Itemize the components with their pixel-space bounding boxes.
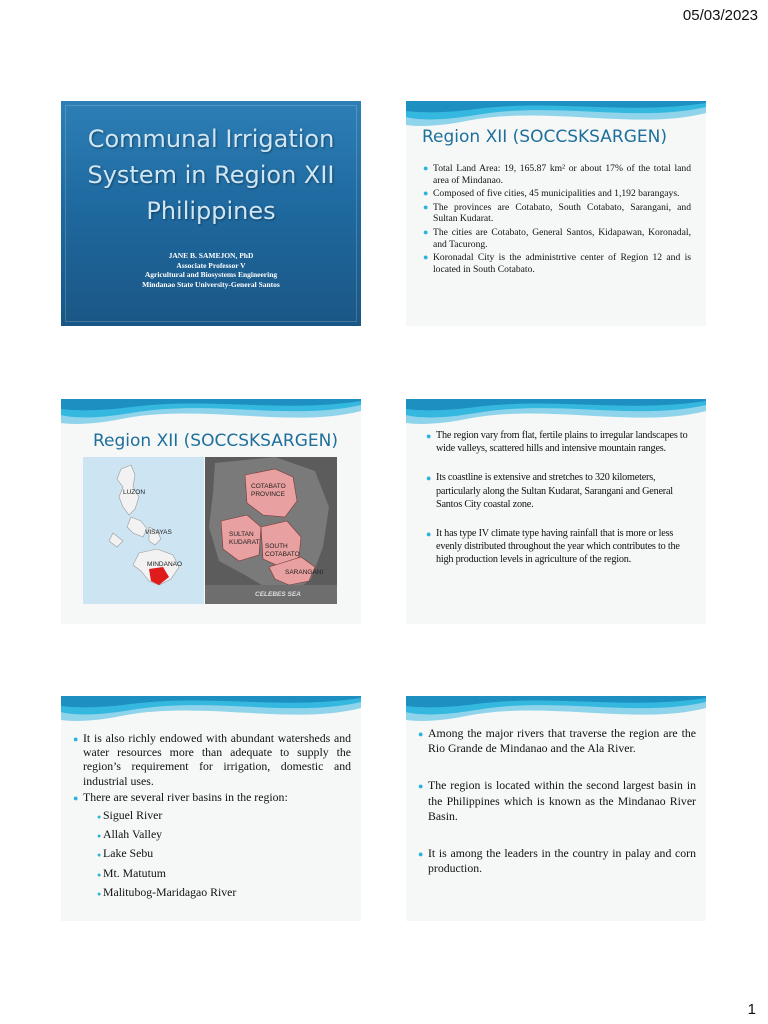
map-label: SARANGANI: [285, 569, 324, 576]
page-number: 1: [747, 1001, 756, 1018]
slide-rivers-production: [406, 696, 706, 921]
author-name: JANE B. SAMEJON, PhD: [168, 251, 254, 260]
bullet-list: [423, 163, 691, 277]
bullet-icon: ●: [423, 226, 429, 237]
map-label: CELEBES SEA: [255, 591, 301, 598]
bullet-list: [73, 731, 351, 904]
region-xii-map-graphic: [205, 457, 337, 604]
list-item: ● The cities are Cotabato, General Santos, Kidapawan, Koronadal, and Tacurong.: [423, 226, 691, 250]
list-item: ● Mt. Matutum: [97, 866, 351, 880]
slide-water-resources: [61, 696, 361, 921]
author-block: [71, 251, 351, 289]
header-date: 05/03/2023: [682, 7, 758, 24]
list-item: ● Among the major rivers that traverse the region are the Rio Grande de Mindanao and the Ala River.: [418, 726, 696, 756]
slide-title: [61, 101, 361, 326]
bullet-icon: ●: [97, 851, 102, 860]
list-item: ● Malitubog-Maridagao River: [97, 885, 351, 899]
bullet-icon: ●: [418, 849, 424, 860]
bullet-icon: ●: [423, 201, 429, 212]
map-label: VISAYAS: [145, 529, 172, 536]
slide-heading: Region XII (SOCCSKSARGEN): [93, 431, 338, 451]
bullet-icon: ●: [423, 252, 429, 263]
bullet-icon: ●: [418, 729, 424, 739]
author-department: Agricultural and Biosystems Engineering: [144, 270, 278, 279]
bullet-list: [418, 726, 696, 898]
list-item: ● It is also richly endowed with abundant watersheds and water resources more than adequate to supply the region’s requirement for irrigation, domestic and industrial uses.: [73, 731, 351, 788]
list-item: ● There are several river basins in the region: ● Siguel River ● Allah Valley ● Lake Sebu ● Mt. Matutum ● Malitubog-Maridagao River: [73, 790, 351, 899]
title-line: Communal Irrigation: [87, 125, 335, 153]
bullet-icon: ●: [97, 889, 102, 898]
map-label: COTABATO PROVINCE: [251, 483, 286, 498]
bullet-icon: ●: [426, 473, 432, 484]
list-item: ● It has type IV climate type having rainfall that is more or less evenly distributed throughout the year which contributes to the high production levels in agriculture of the region.: [426, 528, 680, 566]
bullet-icon: ●: [73, 734, 79, 744]
author-university: Mindanao State University-General Santos: [142, 279, 280, 289]
presentation-title: [71, 121, 351, 229]
bullet-icon: ●: [423, 188, 429, 199]
list-item: ● Koronadal City is the administrtive center of Region 12 and is located in South Cotabato.: [423, 252, 691, 275]
map-label: LUZON: [123, 489, 146, 496]
list-item: ● Allah Valley: [97, 827, 351, 841]
slide-heading: Region XII (SOCCSKSARGEN): [422, 127, 667, 147]
slide-landscape-climate: [406, 399, 706, 624]
list-item: ● The region vary from flat, fertile plains to irregular landscapes to wide valleys, scattered hills and intensive mountain ranges.: [426, 430, 688, 455]
title-line: System in Region XII: [87, 161, 335, 189]
list-item: ● It is among the leaders in the country in palay and corn production.: [418, 846, 696, 876]
list-item: ● Siguel River: [97, 808, 351, 822]
bullet-icon: ●: [97, 870, 102, 879]
map-label: MINDANAO: [147, 561, 183, 568]
sub-bullet-list: [83, 808, 351, 899]
list-item: ● Lake Sebu: [97, 846, 351, 860]
title-line: Philippines: [146, 197, 276, 225]
map-label: SOUTH COTABATO: [265, 543, 300, 558]
list-item: ● Total Land Area: 19, 165.87 km² or about 17% of the total land area of Mindanao.: [423, 163, 691, 186]
bullet-list: [426, 429, 688, 583]
list-item: ● The region is located within the second largest basin in the Philippines which is known as the Mindanao River Basin.: [418, 778, 696, 823]
bullet-icon: ●: [97, 813, 102, 822]
author-position: Associate Professor V: [176, 260, 246, 270]
slide-region-map: [61, 399, 361, 624]
list-item: ● Composed of five cities, 45 municipalities and 1,192 barangays.: [423, 188, 680, 200]
philippines-map-graphic: [83, 457, 204, 604]
bullet-icon: ●: [423, 163, 429, 173]
list-item: ● Its coastline is extensive and stretches to 320 kilometers, particularly along the Sultan Kudarat, Sarangani and General Santos City coastal zone.: [426, 472, 673, 510]
bullet-icon: ●: [426, 431, 432, 441]
map-label: SULTAN KUDARAT: [229, 531, 260, 546]
philippines-map: [83, 457, 204, 604]
bullet-icon: ●: [73, 792, 79, 803]
slide-region-overview: [406, 101, 706, 326]
list-item: ● The provinces are Cotabato, South Cotabato, Sarangani, and Sultan Kudarat.: [423, 201, 691, 225]
bullet-icon: ●: [97, 832, 102, 841]
region-xii-map: [205, 457, 337, 604]
bullet-icon: ●: [418, 781, 424, 792]
bullet-icon: ●: [426, 529, 432, 540]
